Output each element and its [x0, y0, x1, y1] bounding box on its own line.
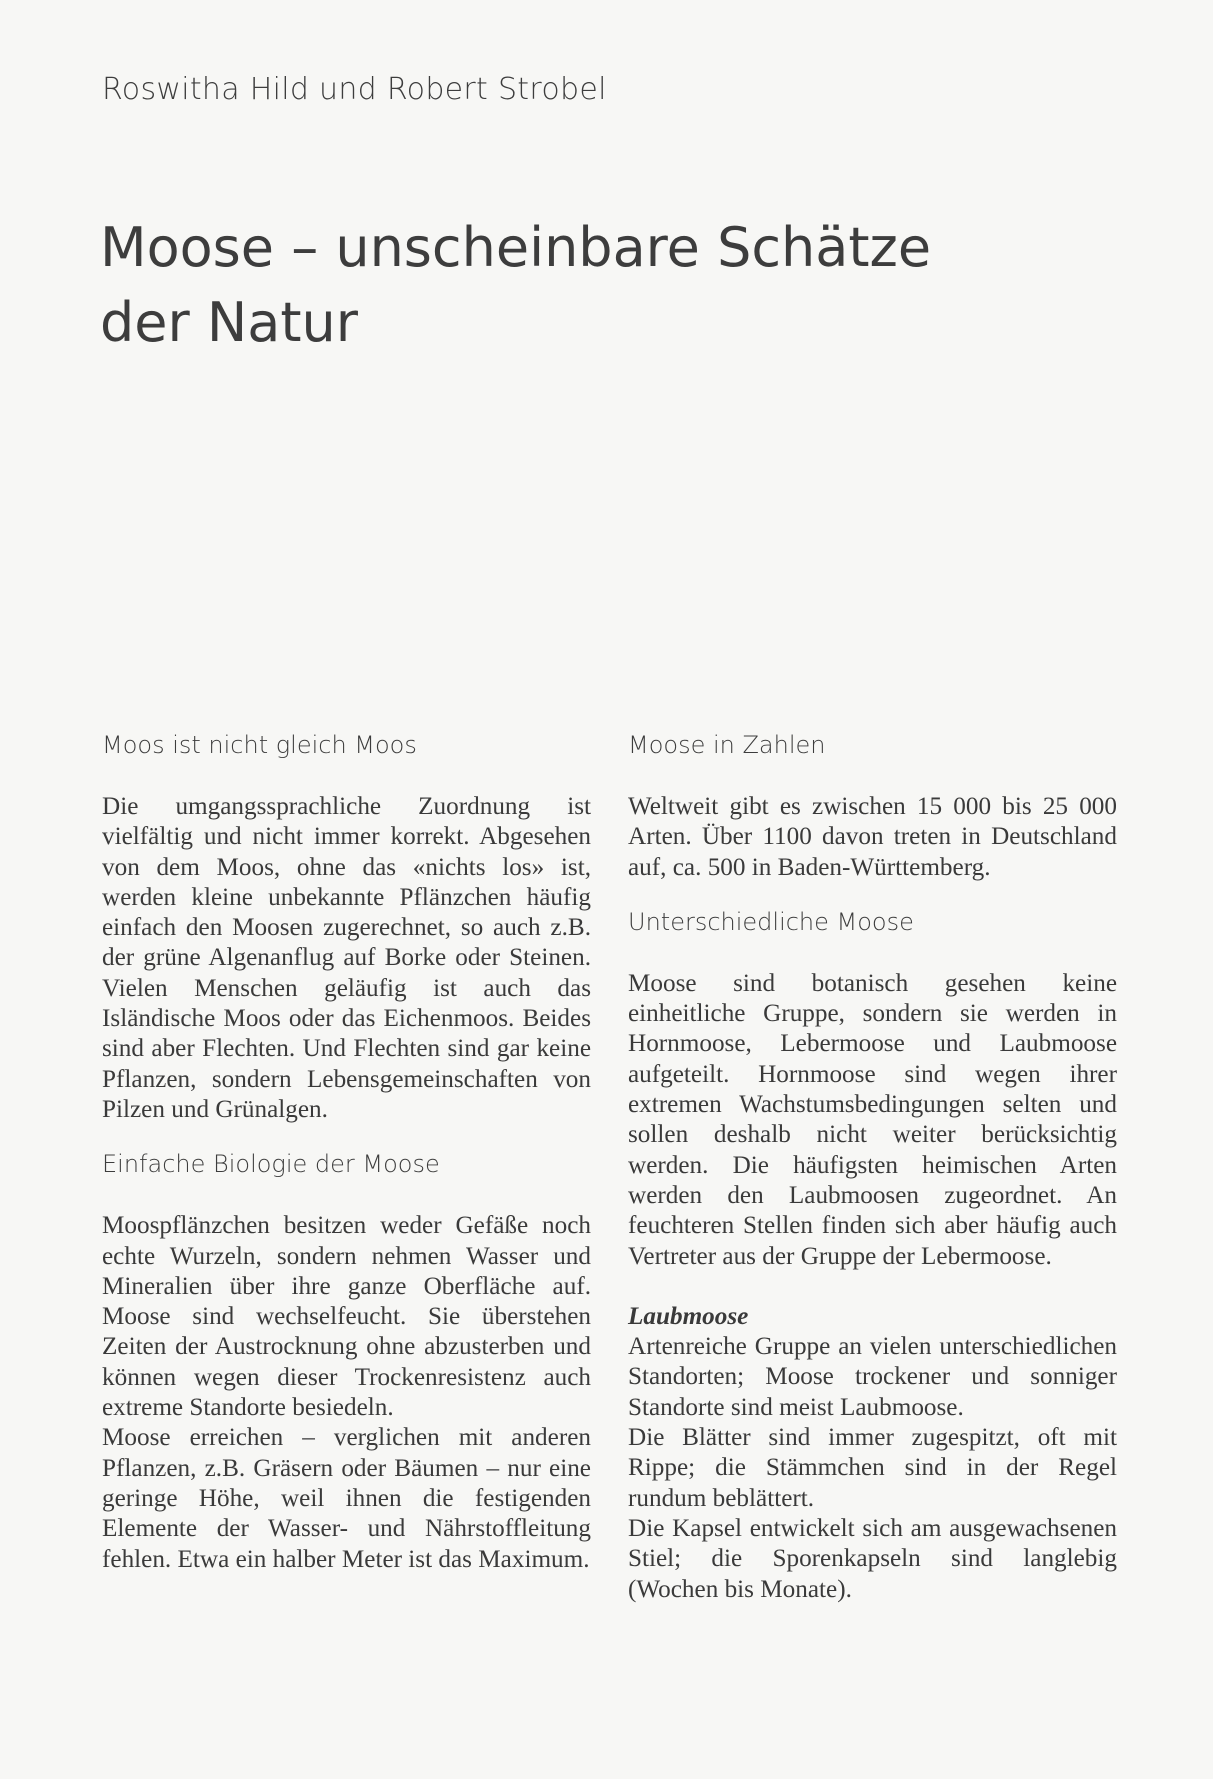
section-heading: Einfache Biologie der Moose: [102, 1150, 440, 1179]
section-heading: Moose in Zahlen: [628, 731, 826, 759]
paragraph: Moospflänzchen besitzen weder Gefäße noch echte Wurzeln, sondern nehmen Wasser und Mineralien über ihre ganze Oberfläche auf. Moose sind wechselfeucht. Sie überstehen Zeiten der Austrocknung ohne abzusterben und können wegen dieser Trockenresistenz auch extreme Standorte besiedeln.: [102, 1212, 591, 1422]
authors: Roswitha Hild und Robert Strobel: [102, 72, 607, 107]
paragraph: Moose sind botanisch gesehen keine einheitliche Gruppe, sondern sie werden in Hornmoose, Lebermoose und Laubmoose aufgeteilt. Hornmoose sind wegen ihrer extremen Wachstumsbedingungen selten und sollen deshalb nicht weiter berücksichtig werden. Die häufigsten heimischen Arten werden den Laubmoosen zugeordnet. An feuchteren Stellen finden sich aber häufig auch Vertreter aus der Gruppe der Lebermoose.: [628, 969, 1117, 1270]
article-title: [100, 210, 1100, 360]
paragraph: Weltweit gibt es zwischen 15 000 bis 25 000 Arten. Über 1100 davon treten in Deutschland auf, ca. 500 in Baden-Württemberg.: [628, 793, 1117, 881]
section-heading: Moos ist nicht gleich Moos: [102, 731, 417, 759]
paragraph: Die umgangssprachliche Zuordnung ist vielfältig und nicht immer korrekt. Abgesehen von dem Moos, ohne das «nichts los» ist, werden kleine unbekannte Pflänzchen häufig einfach den Moosen zugerechnet, so auch z.B. der grüne Algenanflug auf Borke oder Steinen. Vielen Menschen geläufig ist auch das Isländische Moos oder das Eichenmoos. Beides sind aber Flechten. Und Flechten sind gar keine Pflanzen, sondern Lebensgemeinschaften von Pilzen und Grünalgen.: [102, 793, 591, 1123]
section-heading: Unterschiedliche Moose: [628, 907, 914, 936]
left-column: [102, 730, 591, 1575]
subheading: Laubmoose: [628, 1302, 749, 1330]
paragraph: Die Kapsel entwickelt sich am ausgewachsenen Stiel; die Sporenkapseln sind langlebig (Wochen bis Monate).: [628, 1514, 1117, 1603]
title-line-1: Moose – unscheinbare Schätze: [100, 216, 932, 279]
paragraph: Moose erreichen – verglichen mit anderen Pflanzen, z.B. Gräsern oder Bäumen – nur eine geringe Höhe, weil ihnen die festigenden Elemente der Wasser- und Nährstoffleitung fehlen. Etwa ein halber Meter ist das Maximum.: [102, 1424, 591, 1573]
paragraph: Artenreiche Gruppe an vielen unterschiedlichen Standorten; Moose trockener und sonniger Standorte sind meist Laubmoose.: [628, 1333, 1117, 1421]
right-column: [628, 730, 1117, 1605]
title-line-2: der Natur: [100, 291, 358, 354]
paragraph: Die Blätter sind immer zugespitzt, oft mit Rippe; die Stämmchen sind in der Regel rundum beblättert.: [628, 1424, 1117, 1512]
